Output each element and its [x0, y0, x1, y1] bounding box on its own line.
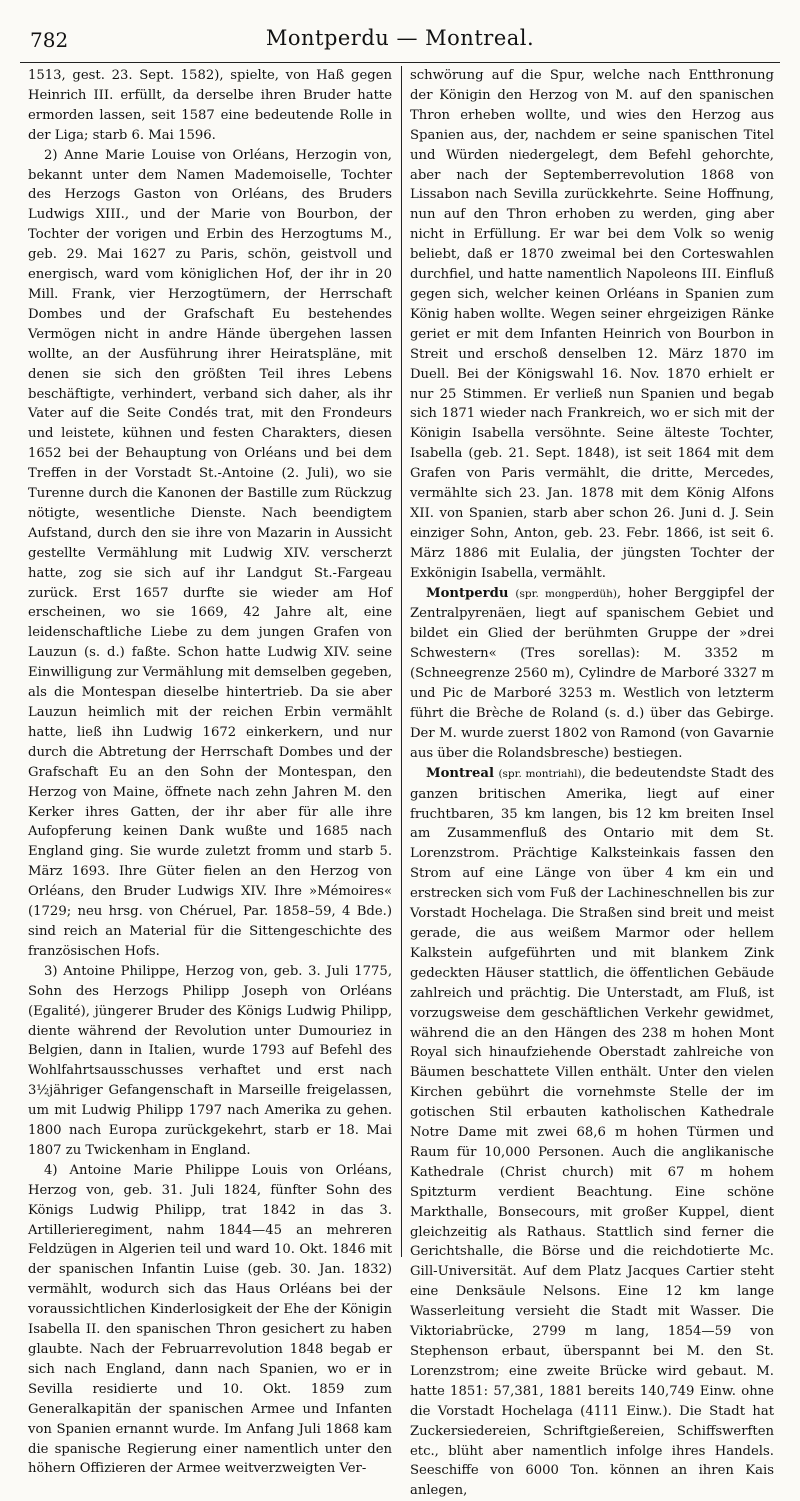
entry-body: , hoher Berggipfel der Zentralpyrenäen, liegt auf spanischem Gebiet und bildet ein Glied der berühmten Gruppe der »drei Schwestern« (Tres sorellas): M. 3352 m (Schneegrenze 2560 m), Cylindre de Marboré 3327 m und Pic de Marboré 3253 m. Westlich von letzterm führt die Brèche de Roland (s. d.) über das Gebirge. Der M. wurde zuerst 1802 von Ramond (von Gavarnie aus über die Rolandsbresche) bestiegen. — [409, 585, 774, 761]
entry-paragraph-2: 2) Anne Marie Louise von Orléans, Herzogin von, bekannt unter dem Namen Mademoiselle, Tochter des Herzogs Gaston von Orléans, des Bruders Ludwigs XIII., und der Marie von Bourbon, der Tochter der vorigen und Erbin des Herzogtums M., geb. 29. Mai 1627 zu Paris, schön, geistvoll und energisch, ward vom königlichen Hof, der ihr in 20 Mill. Frank, vier Herzogtümern, der Herrschaft Dombes und der Grafschaft Eu bestehendes Vermögen nicht in andre Hände übergehen lassen wollte, an der Ausführung ihrer Heiratspläne, mit denen sie sich den größten Teil ihres Lebens beschäftigte, verhindert, verband sich daher, als ihr Vater auf die Seite Condés trat, mit den Frondeurs und leistete, kühnen und festen Charakters, diesen 1652 bei der Behauptung von Orléans und bei dem Treffen in der Vorstadt St.-Antoine (2. Juli), wo sie Turenne durch die Kanonen der Bastille zum Rückzug nötigte, wesentliche Dienste. Nach beendigtem Aufstand, durch den sie ihre von Mazarin in Aussicht gestellte Vermählung mit Ludwig XIV. verscherzt hatte, zog sie sich auf ihr Landgut St.-Fargeau zurück. Erst 1657 durfte sie wieder am Hof erscheinen, wo sie 1669, 42 Jahre alt, eine leidenschaftliche Liebe zu dem jungen Grafen von Lauzun (s. d.) faßte. Schon hatte Ludwig XIV. seine Einwilligung zur Vermählung mit demselben gegeben, als die Montespan dieselbe hintertrieb. Da sie aber Lauzun heimlich mit der reichen Erbin vermählt hatte, ließ ihn Ludwig 1672 einkerkern, und nur durch die Abtretung der Herrschaft Dombes und der Grafschaft Eu an den Sohn der Montespan, den Herzog von Maine, öffnete nach zehn Jahren M. den Kerker ihres Gatten, der ihr aber für alle ihre Aufopferung keinen Dank wußte und 1685 nach England ging. Sie wurde zuletzt fromm und starb 5. März 1693. Ihre Güter fielen an den Herzog von Orléans, den Bruder Ludwigs XIV. Ihre »Mémoires« (1729; neu hrsg. von Chéruel, Par. 1858–59, 4 Bde.) sind reich an Material für die Sittengeschichte des französischen Hofs. — [28, 147, 393, 959]
entry-paragraph-4: 4) Antoine Marie Philippe Louis von Orléans, Herzog von, geb. 31. Juli 1824, fünfter Sohn des Königs Ludwig Philipp, trat 1842 in das 3. Artillerieregiment, nahm 1844—45 an mehreren Feldzügen in Algerien teil und ward 10. Okt. 1846 mit der spanischen Infantin Luise (geb. 30. Jan. 1832) vermählt, wodurch sich das Haus Orléans bei der voraussichtlichen Kinderlosigkeit der Ehe der Königin Isabella II. den spanischen Thron gesichert zu haben glaubte. Nach der Februarrevolution 1848 begab er sich nach England, dann nach Spanien, wo er in Sevilla residierte und 10. Okt. 1859 zum Generalkapitän der spanischen Armee und Infanten von Spanien ernannt wurde. Im Anfang Juli 1868 kam die spanische Regierung einer namentlich unter den höhern Offizieren der Armee weitverzweigten Ver- — [28, 1162, 393, 1477]
left-column — [28, 66, 401, 1477]
entry-montperdu — [410, 584, 774, 764]
page-number: 782 — [30, 28, 69, 52]
continued-paragraph: 1513, gest. 23. Sept. 1582), spielte, von Haß gegen Heinrich III. erfüllt, da derselbe ihren Bruder hatte ermorden lassen, seit 1587 eine bedeutende Rolle in der Liga; starb 6. Mai 1596. — [28, 68, 393, 143]
entry-pronunciation: (spr. mongperdüh) — [515, 587, 618, 600]
running-title: Montperdu — Montreal. — [265, 26, 535, 50]
entry-montreal — [410, 764, 774, 1501]
entry-headword: Montperdu — [425, 585, 509, 601]
page-header — [20, 22, 780, 63]
entry-body: , die bedeutendste Stadt des ganzen britischen Amerika, liegt auf einer fruchtbaren, 35 km langen, bis 12 km breiten Insel am Zusammenfluß des Ontario mit dem St. Lorenzstrom. Prächtige Kalksteinkais fassen den Strom auf eine Länge von über 4 km ein und erstrecken sich vom Fuß der Lachineschnellen bis zur Vorstadt Hochelaga. Die Straßen sind breit und meist gerade, die aus weißem Marmor oder hellem Kalkstein aufgeführten und mit blankem Zink gedeckten Häuser stattlich, die öffentlichen Gebäude zahlreich und prächtig. Die Unterstadt, am Fluß, ist vorzugsweise dem geschäftlichen Verkehr gewidmet, während die an den Hängen des 238 m hohen Mont Royal sich hinaufziehende Oberstadt zahlreiche von Bäumen beschattete Villen enthält. Unter den vielen Kirchen gebührt die vornehmste Stelle der im gotischen Stil erbauten katholischen Kathedrale Notre Dame mit zwei 68,6 m hohen Türmen und Raum für 10,000 Personen. Auch die anglikanische Kathedrale (Christ church) mit 67 m hohem Spitzturm verdient Beachtung. Eine schöne Markthalle, Bonsecours, mit großer Kuppel, dient gleichzeitig als Rathaus. Stattlich sind ferner die Gerichtshalle, die Börse und die reichdotierte Mc. Gill-Universität. Auf dem Platz Jacques Cartier steht eine Denksäule Nelsons. Eine 12 km lange Wasserleitung versieht die Stadt mit Wasser. Die Viktoriabrücke, 2799 m lang, 1854—59 von Stephenson erbaut, überspannt bei M. den St. Lorenzstrom; eine zweite Brücke wird gebaut. M. hatte 1851: 57,381, 1881 bereits 140,749 Einw. ohne die Vorstadt Hochelaga (4111 Einw.). Die Stadt hat Zuckersiedereien, Schriftgießereien, Schiffswerften etc., blüht aber namentlich infolge ihres Handels. Seeschiffe von 6000 Ton. können an ihren Kais anlegen, — [409, 765, 774, 1499]
entry-paragraph-3: 3) Antoine Philippe, Herzog von, geb. 3. Juli 1775, Sohn des Herzogs Philipp Joseph von Orléans (Egalité), jüngerer Bruder des Königs Ludwig Philipp, diente während der Revolution unter Dumouriez in Belgien, dann in Italien, wurde 1793 auf Befehl des Wohlfahrtsausschusses verhaftet und erst nach 3½jähriger Gefangenschaft in Marseille freigelassen, um mit Ludwig Philipp 1797 nach Amerika zu gehen. 1800 nach Europa zurückgekehrt, starb er 18. Mai 1807 zu Twickenham in England. — [28, 963, 393, 1158]
text-columns — [28, 66, 774, 1499]
entry-pronunciation: (spr. montriahl) — [498, 767, 582, 780]
continued-paragraph: schwörung auf die Spur, welche nach Entthronung der Königin den Herzog von M. auf den spanischen Thron erheben wollte, und wies den Herzog aus Spanien aus, der, nachdem er seine spanischen Titel und Würden niedergelegt, dem Befehl gehorchte, aber nach der Septemberrevolution 1868 von Lissabon nach Sevilla zurückkehrte. Seine Hoffnung, nun auf den Thron erhoben zu werden, ging aber nicht in Erfüllung. Er war bei dem Volk so wenig beliebt, daß er 1870 zweimal bei den Corteswahlen durchfiel, und hatte namentlich Napoleons III. Einfluß gegen sich, welcher keinen Orléans in Spanien zum König haben wollte. Wegen seiner ehrgeizigen Ränke geriet er mit dem Infanten Heinrich von Bourbon in Streit und erschoß denselben 12. März 1870 im Duell. Bei der Königswahl 16. Nov. 1870 erhielt er nur 25 Stimmen. Er verließ nun Spanien und begab sich 1871 wieder nach Frankreich, wo er sich mit der Königin Isabella versöhnte. Seine älteste Tochter, Isabella (geb. 21. Sept. 1848), ist seit 1864 mit dem Grafen von Paris vermählt, die dritte, Mercedes, vermählte sich 23. Jan. 1878 mit dem König Alfons XII. von Spanien, starb aber schon 26. Juni d. J. Sein einziger Sohn, Anton, geb. 23. Febr. 1866, ist seit 6. März 1886 mit Eulalia, der jüngsten Tochter der Exkönigin Isabella, vermählt. — [409, 68, 774, 581]
right-column — [402, 66, 774, 1499]
entry-headword: Montreal — [425, 765, 494, 781]
